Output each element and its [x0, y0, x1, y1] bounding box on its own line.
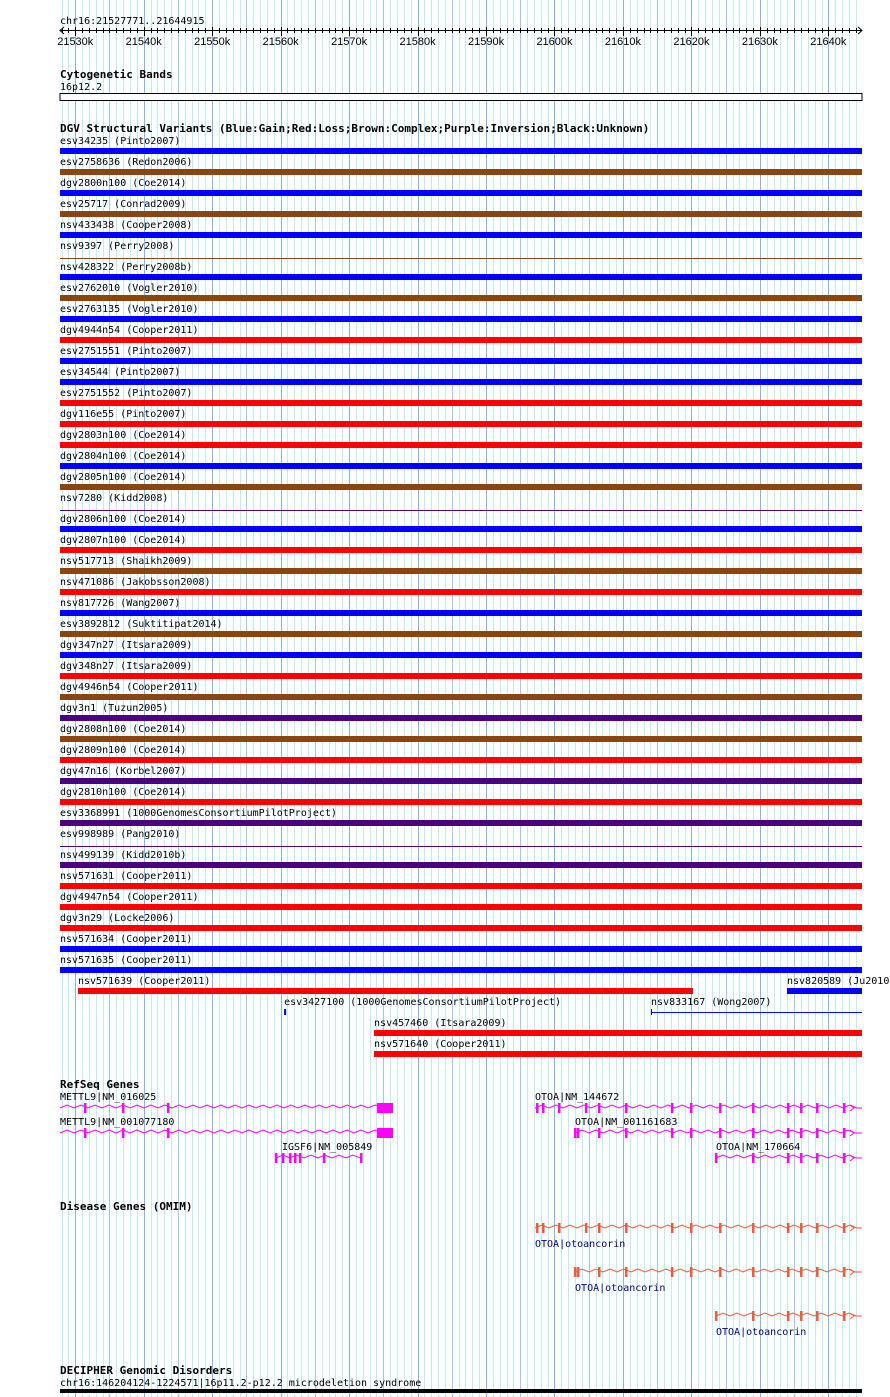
- dgv-variant-label[interactable]: nsv471086 (Jakobsson2008): [60, 577, 211, 588]
- gene-exon: [719, 1128, 722, 1138]
- dgv-row: [60, 493, 862, 511]
- gene-exon: [167, 1103, 170, 1113]
- gene-exon: [800, 1223, 803, 1233]
- gene-exon: [625, 1103, 628, 1113]
- dgv-row: [60, 703, 862, 721]
- dgv-row: [60, 745, 862, 763]
- gene-label[interactable]: OTOA|NM_001161683: [575, 1117, 678, 1128]
- dgv-row: [60, 325, 862, 343]
- gene-intron-line: [575, 1130, 862, 1133]
- dgv-row: [60, 178, 862, 196]
- dgv-variant-bar[interactable]: [60, 337, 862, 343]
- gene-exon: [752, 1153, 755, 1163]
- track-title-omim: Disease Genes (OMIM): [60, 1200, 193, 1213]
- dgv-variant-label[interactable]: nsv820589 (Ju2010: [786, 976, 890, 987]
- gene-exon: [816, 1128, 819, 1138]
- ruler-tick-label: 21540k: [125, 36, 162, 48]
- gene-exon: [122, 1128, 125, 1138]
- dgv-row: [60, 913, 862, 931]
- gene-exon: [787, 1223, 790, 1233]
- dgv-variant-label[interactable]: dgv4944n54 (Cooper2011): [60, 325, 199, 336]
- dgv-variant-label[interactable]: dgv2806n100 (Coe2014): [60, 514, 187, 525]
- dgv-variant-bar[interactable]: [60, 846, 862, 847]
- dgv-variant-bar[interactable]: [60, 190, 862, 196]
- gene-exon: [843, 1103, 846, 1113]
- dgv-row: [60, 514, 862, 532]
- ruler-tick-label: 21590k: [467, 36, 505, 48]
- dgv-variant-label[interactable]: esv2762010 (Vogler2010): [60, 283, 199, 294]
- gene-exon: [625, 1223, 628, 1233]
- dgv-variant-label[interactable]: dgv347n27 (Itsara2009): [60, 640, 193, 651]
- ruler-tick-label: 21530k: [57, 36, 94, 48]
- gene-exon: [690, 1223, 693, 1233]
- ruler-tick-label: 21560k: [262, 36, 299, 48]
- dgv-row: [60, 220, 862, 238]
- gene-exon: [84, 1103, 87, 1113]
- gene-exon: [816, 1103, 819, 1113]
- dgv-variant-bar[interactable]: [60, 883, 862, 889]
- dgv-variant-label[interactable]: nsv499139 (Kidd2010b): [60, 850, 187, 861]
- dgv-variant-bar[interactable]: [60, 820, 862, 826]
- dgv-variant-label[interactable]: esv3892812 (Suktitipat2014): [60, 619, 223, 630]
- gene-exon: [323, 1153, 326, 1163]
- gene-exon: [843, 1311, 846, 1321]
- dgv-variant-label[interactable]: nsv571635 (Cooper2011): [60, 955, 193, 966]
- gene-exon: [625, 1128, 628, 1138]
- dgv-row: [60, 283, 862, 301]
- dgv-variant-label[interactable]: nsv428322 (Perry2008b): [60, 262, 193, 273]
- ruler-location: chr16:21527771..21644915: [60, 16, 205, 27]
- dgv-row: [787, 976, 889, 994]
- gene-exon: [577, 1267, 580, 1277]
- gene-exon: [843, 1153, 846, 1163]
- dgv-row: [60, 451, 862, 469]
- dgv-variant-label[interactable]: dgv2804n100 (Coe2014): [60, 451, 187, 462]
- refseq-gene: [275, 1142, 372, 1163]
- dgv-variant-bar[interactable]: [60, 547, 862, 553]
- dgv-variant-label[interactable]: dgv3n1 (Tuzun2005): [60, 703, 169, 714]
- dgv-variant-bar[interactable]: [60, 526, 862, 532]
- dgv-row: [60, 262, 862, 280]
- dgv-row: [60, 724, 862, 742]
- gene-exon: [574, 1128, 577, 1138]
- gene-exon: [752, 1103, 755, 1113]
- track-title-cytoband: Cytogenetic Bands: [60, 68, 173, 81]
- gene-exon: [800, 1311, 803, 1321]
- dgv-row: [374, 1039, 862, 1057]
- decipher-item-label[interactable]: chr16:146204124-1224571|16p11.2-p12.2 microdeletion syndrome: [60, 1378, 422, 1389]
- dgv-variant-bar[interactable]: [374, 1051, 862, 1057]
- gene-exon: [671, 1223, 674, 1233]
- dgv-variant-label[interactable]: esv25717 (Conrad2009): [60, 199, 187, 210]
- gene-exon: [574, 1267, 577, 1277]
- dgv-variant-bar[interactable]: [60, 421, 862, 427]
- dgv-variant-label[interactable]: nsv517713 (Shaikh2009): [60, 556, 193, 567]
- strand-arrow-icon: [850, 1313, 854, 1319]
- gene-intron-line: [276, 1155, 361, 1158]
- dgv-variant-label[interactable]: dgv2808n100 (Coe2014): [60, 724, 187, 735]
- dgv-variant-bar[interactable]: [60, 484, 862, 490]
- ruler-tick-label: 21620k: [673, 36, 710, 48]
- dgv-variant-label[interactable]: dgv3n29 (Locke2006): [60, 913, 175, 924]
- dgv-variant-bar[interactable]: [60, 442, 862, 448]
- gene-exon: [787, 1311, 790, 1321]
- dgv-variant-label[interactable]: nsv571634 (Cooper2011): [60, 934, 193, 945]
- dgv-variant-label[interactable]: dgv2803n100 (Coe2014): [60, 430, 187, 441]
- dgv-row: [60, 241, 862, 259]
- dgv-variant-label[interactable]: nsv433438 (Cooper2008): [60, 220, 193, 231]
- gene-exon: [558, 1223, 561, 1233]
- gene-exon: [598, 1128, 601, 1138]
- dgv-row: [60, 619, 862, 637]
- dgv-variant-label[interactable]: nsv817726 (Wang2007): [60, 598, 181, 609]
- gene-exon: [800, 1103, 803, 1113]
- dgv-variant-label[interactable]: esv2751552 (Pinto2007): [60, 388, 193, 399]
- dgv-row: [284, 997, 561, 1015]
- gene-exon: [299, 1153, 302, 1163]
- gene-exon: [787, 1267, 790, 1277]
- dgv-variant-label[interactable]: dgv4946n54 (Cooper2011): [60, 682, 199, 693]
- ruler-tick-label: 21600k: [536, 36, 573, 48]
- gene-exon: [542, 1223, 545, 1233]
- strand-arrow-icon: [850, 1269, 854, 1275]
- dgv-variant-bar[interactable]: [60, 715, 862, 721]
- ruler-tick-label: 21610k: [604, 36, 642, 48]
- gene-exon: [577, 1128, 580, 1138]
- dgv-variant-label[interactable]: dgv2807n100 (Coe2014): [60, 535, 187, 546]
- dgv-variant-label[interactable]: dgv2805n100 (Coe2014): [60, 472, 187, 483]
- dgv-row: [60, 388, 862, 406]
- gene-exon: [671, 1128, 674, 1138]
- omim-gene-label[interactable]: OTOA|otoancorin: [575, 1283, 666, 1294]
- dgv-row: [651, 997, 862, 1015]
- gene-exon: [800, 1153, 803, 1163]
- dgv-row: [60, 199, 862, 217]
- dgv-variant-label[interactable]: nsv9397 (Perry2008): [60, 241, 175, 252]
- dgv-variant-bar[interactable]: [651, 1012, 862, 1013]
- gene-exon: [752, 1223, 755, 1233]
- dgv-row: [60, 808, 862, 826]
- dgv-variant-bar[interactable]: [60, 862, 862, 868]
- dgv-row: [60, 535, 862, 553]
- dgv-variant-label[interactable]: nsv571639 (Cooper2011): [77, 976, 211, 987]
- gene-exon: [598, 1103, 601, 1113]
- dgv-variant-bar[interactable]: [60, 631, 862, 637]
- gene-exon: [719, 1267, 722, 1277]
- refseq-gene: [574, 1117, 862, 1138]
- dgv-variant-label[interactable]: dgv2800n100 (Coe2014): [60, 178, 187, 189]
- dgv-row: [60, 577, 862, 595]
- gene-exon: [690, 1103, 693, 1113]
- gene-exon: [752, 1128, 755, 1138]
- dgv-variant-bar[interactable]: [60, 148, 862, 154]
- ruler-tick-label: 21580k: [399, 36, 436, 48]
- gene-exon: [289, 1153, 292, 1163]
- cytoband-bar[interactable]: [60, 94, 862, 101]
- gene-exon: [715, 1311, 718, 1321]
- dgv-variant-bar[interactable]: [787, 988, 862, 994]
- cytoband-label[interactable]: 16p12.2: [60, 82, 103, 93]
- dgv-variant-label[interactable]: esv2751551 (Pinto2007): [60, 346, 193, 357]
- dgv-variant-bar[interactable]: [60, 904, 862, 910]
- gene-exon: [719, 1103, 722, 1113]
- gene-exon-box: [377, 1103, 393, 1113]
- gene-exon: [816, 1311, 819, 1321]
- dgv-variant-label[interactable]: dgv2810n100 (Coe2014): [60, 787, 187, 798]
- gene-exon-box: [377, 1128, 393, 1138]
- dgv-row: [60, 598, 862, 616]
- dgv-row: [60, 304, 862, 322]
- gene-exon: [671, 1103, 674, 1113]
- gene-exon: [715, 1153, 718, 1163]
- gene-exon: [816, 1153, 819, 1163]
- gene-exon: [598, 1267, 601, 1277]
- dgv-variant-label[interactable]: dgv4947n54 (Cooper2011): [60, 892, 199, 903]
- dgv-row: [60, 787, 862, 805]
- dgv-variant-label[interactable]: dgv2809n100 (Coe2014): [60, 745, 187, 756]
- dgv-variant-bar[interactable]: [60, 589, 862, 595]
- dgv-variant-label[interactable]: esv3368991 (1000GenomesConsortiumPilotProject): [60, 808, 337, 819]
- track-title-dgv: DGV Structural Variants (Blue:Gain;Red:Loss;Brown:Complex;Purple:Inversion;Black:Unknown): [60, 122, 650, 135]
- strand-arrow-icon: [850, 1155, 854, 1161]
- dgv-variant-label[interactable]: dgv47n16 (Korbel2007): [60, 766, 187, 777]
- gene-exon: [536, 1223, 539, 1233]
- dgv-variant-label[interactable]: esv34235 (Pinto2007): [60, 136, 181, 147]
- dgv-variant-bar[interactable]: [284, 1009, 286, 1015]
- dgv-row: [60, 682, 862, 700]
- ruler-tick-label: 21640k: [810, 36, 847, 48]
- strand-arrow-icon: [850, 1130, 854, 1136]
- gene-exon: [843, 1267, 846, 1277]
- dgv-row: [60, 409, 862, 427]
- dgv-variant-label[interactable]: dgv116e55 (Pinto2007): [60, 409, 187, 420]
- gene-label[interactable]: OTOA|NM_170664: [716, 1142, 801, 1153]
- gene-exon: [598, 1223, 601, 1233]
- gene-exon: [558, 1103, 561, 1113]
- dgv-variant-bar[interactable]: [60, 694, 862, 700]
- dgv-variant-label[interactable]: nsv7280 (Kidd2008): [60, 493, 169, 504]
- decipher-bar[interactable]: [60, 1389, 862, 1393]
- dgv-row: [60, 640, 862, 658]
- dgv-variant-bar[interactable]: [60, 736, 862, 742]
- gene-exon: [671, 1267, 674, 1277]
- gene-intron-line: [575, 1269, 862, 1272]
- dgv-row: [60, 661, 862, 679]
- gene-exon: [719, 1223, 722, 1233]
- strand-arrow-icon: [850, 1225, 854, 1231]
- omim-gene: [574, 1267, 862, 1294]
- gene-exon: [800, 1267, 803, 1277]
- dgv-row: [60, 556, 862, 574]
- gene-label[interactable]: METTL9|NM_016025: [60, 1092, 157, 1103]
- omim-gene-label[interactable]: OTOA|otoancorin: [534, 1239, 626, 1250]
- dgv-row: [78, 976, 693, 994]
- dgv-row: [60, 766, 862, 784]
- gene-exon: [585, 1103, 588, 1113]
- dgv-variant-label[interactable]: dgv348n27 (Itsara2009): [60, 661, 193, 672]
- dgv-variant-bar[interactable]: [60, 757, 862, 763]
- gene-exon: [84, 1128, 87, 1138]
- dgv-variant-bar[interactable]: [60, 652, 862, 658]
- gene-exon: [360, 1153, 363, 1163]
- dgv-row: [60, 136, 862, 154]
- dgv-variant-label[interactable]: nsv833167 (Wong2007): [651, 997, 772, 1008]
- ruler-tick-label: 21630k: [741, 36, 778, 48]
- dgv-row: [60, 430, 862, 448]
- dgv-row: [374, 1018, 862, 1036]
- dgv-variant-bar[interactable]: [374, 1030, 862, 1036]
- dgv-variant-label[interactable]: nsv571640 (Cooper2011): [374, 1039, 507, 1050]
- dgv-variant-bar[interactable]: [60, 258, 862, 259]
- dgv-variant-bar[interactable]: [60, 169, 862, 175]
- gene-exon: [800, 1128, 803, 1138]
- gene-exon: [542, 1103, 545, 1113]
- gene-exon: [787, 1153, 790, 1163]
- gene-exon: [275, 1153, 278, 1163]
- dgv-row: [60, 892, 862, 910]
- gene-exon: [282, 1153, 285, 1163]
- dgv-variant-bar[interactable]: [60, 799, 862, 805]
- dgv-variant-bar[interactable]: [60, 232, 862, 238]
- dgv-variant-bar[interactable]: [78, 988, 693, 994]
- gene-exon: [816, 1267, 819, 1277]
- dgv-variant-label[interactable]: nsv457460 (Itsara2009): [374, 1018, 507, 1029]
- omim-gene: [715, 1311, 862, 1338]
- dgv-variant-bar[interactable]: [60, 510, 862, 511]
- gene-exon: [585, 1223, 588, 1233]
- dgv-variant-bar[interactable]: [60, 610, 862, 616]
- gene-exon: [122, 1103, 125, 1113]
- strand-arrow-icon: [850, 1105, 854, 1111]
- dgv-variant-label[interactable]: esv3427100 (1000GenomesConsortiumPilotProject): [284, 997, 562, 1008]
- dgv-variant-label[interactable]: esv2763135 (Vogler2010): [60, 304, 199, 315]
- dgv-variant-bar[interactable]: [60, 211, 862, 217]
- dgv-row: [60, 934, 862, 952]
- dgv-variant-bar[interactable]: [60, 925, 862, 931]
- gene-exon: [536, 1103, 539, 1113]
- dgv-variant-bar[interactable]: [60, 946, 862, 952]
- gene-exon: [294, 1153, 297, 1163]
- gene-exon: [816, 1223, 819, 1233]
- dgv-variant-label[interactable]: esv34544 (Pinto2007): [60, 367, 181, 378]
- dgv-variant-label[interactable]: nsv571631 (Cooper2011): [60, 871, 193, 882]
- omim-gene-label[interactable]: OTOA|otoancorin: [716, 1327, 807, 1338]
- dgv-variant-bar[interactable]: [60, 967, 862, 973]
- dgv-row: [60, 367, 862, 385]
- gene-exon: [167, 1128, 170, 1138]
- gene-exon: [787, 1103, 790, 1113]
- dgv-variant-end-tick: [651, 1009, 652, 1015]
- gene-exon: [752, 1267, 755, 1277]
- ruler-tick-label: 21550k: [194, 36, 231, 48]
- gene-exon: [843, 1223, 846, 1233]
- gene-exon: [690, 1128, 693, 1138]
- dgv-variant-bar[interactable]: [60, 295, 862, 301]
- refseq-gene: [715, 1142, 862, 1163]
- dgv-variant-bar[interactable]: [60, 358, 862, 364]
- dgv-row: [60, 472, 862, 490]
- dgv-variant-bar[interactable]: [60, 316, 862, 322]
- dgv-variant-bar[interactable]: [60, 379, 862, 385]
- dgv-variant-bar[interactable]: [60, 400, 862, 406]
- dgv-variant-bar[interactable]: [60, 778, 862, 784]
- dgv-row: [60, 829, 862, 847]
- dgv-row: [60, 955, 862, 973]
- gene-label[interactable]: METTL9|NM_001077180: [60, 1117, 175, 1128]
- dgv-variant-bar[interactable]: [60, 568, 862, 574]
- dgv-row: [60, 871, 862, 889]
- dgv-row: [60, 850, 862, 868]
- gene-exon: [690, 1267, 693, 1277]
- track-title-decipher: DECIPHER Genomic Disorders: [60, 1364, 233, 1377]
- dgv-row: [60, 346, 862, 364]
- gene-label[interactable]: IGSF6|NM_005849: [281, 1142, 373, 1153]
- dgv-row: [60, 157, 862, 175]
- gene-exon: [843, 1128, 846, 1138]
- gene-label[interactable]: OTOA|NM_144672: [534, 1092, 620, 1103]
- ruler-tick-label: 21570k: [331, 36, 368, 48]
- gene-exon: [625, 1267, 628, 1277]
- gene-exon: [787, 1128, 790, 1138]
- dgv-variant-bar[interactable]: [60, 274, 862, 280]
- dgv-variant-label[interactable]: esv998989 (Pang2010): [60, 829, 181, 840]
- dgv-variant-bar[interactable]: [60, 463, 862, 469]
- dgv-variant-label[interactable]: esv2758636 (Redon2006): [60, 157, 193, 168]
- track-title-refseq: RefSeq Genes: [60, 1078, 140, 1091]
- gene-exon: [752, 1311, 755, 1321]
- dgv-variant-bar[interactable]: [60, 673, 862, 679]
